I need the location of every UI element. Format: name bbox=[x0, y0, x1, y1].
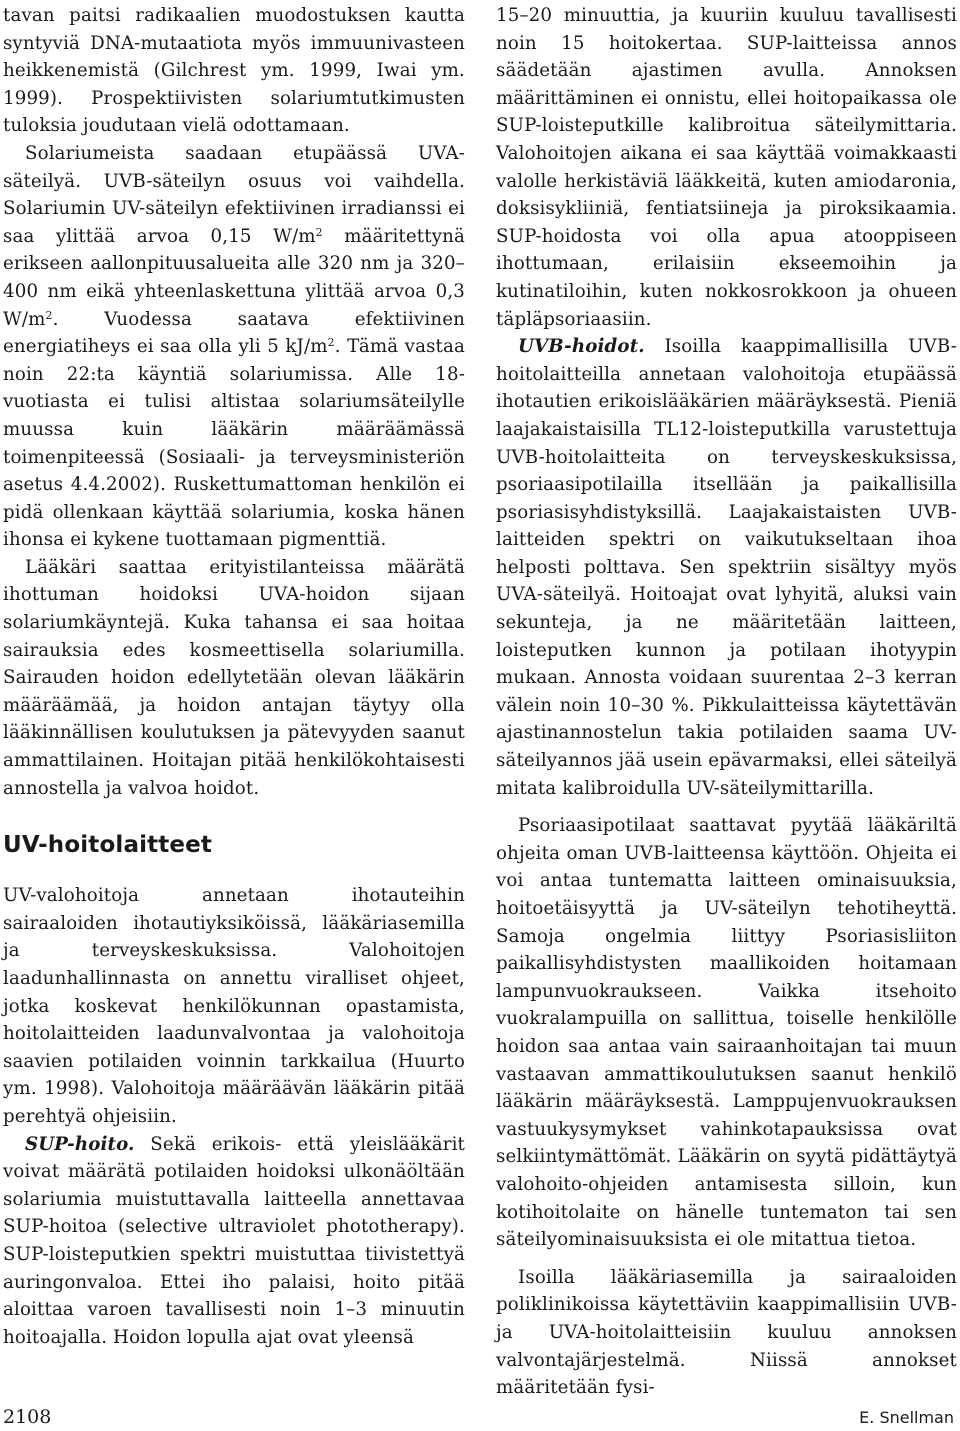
paragraph bbox=[3, 1131, 465, 1352]
page-number: 2108 bbox=[3, 1406, 52, 1428]
paragraph: 15–20 minuuttia, ja kuuriin kuuluu tavallisesti noin 15 hoitokertaa. SUP-laitteissa annos säädetään ajastimen avulla. Annoksen määrittäminen ei onnistu, ellei hoitopaikassa ole SUP-loisteputkille kalibroitua säteilymittaria. Valohoitojen aikana ei saa käyttää voimakkaasti valolle herkistäviä lääkkeitä, kuten amiodaronia, doksisykliiniä, fentiatsiineja ja piroksikaamia. SUP-hoidosta voi olla apua atooppiseen ihottumaan, erilaisiin ekseemoihin ja kutinatiloihin, kuten nokkosrokkoon ja ohueen täpläpsoriaasiin. bbox=[496, 5, 957, 330]
paragraph bbox=[496, 333, 957, 802]
paragraph: tavan paitsi radikaalien muodostuksen kautta syntyviä DNA-mutaatiota myös immuunivasteen heikkenemistä (Gilchrest ym. 1999, Iwai ym. 1999). Prospektiivisten solariumtutkimusten tuloksia joudutaan vielä odottamaan. bbox=[3, 5, 465, 137]
left-column bbox=[3, 2, 465, 1351]
paragraph: Psoriaasipotilaat saattavat pyytää lääkäriltä ohjeita oman UVB-laitteensa käyttöön. Ohjeita ei voi antaa tuntematta laitteen ominaisuuksia, hoitoetäisyyttä ja UV-säteilyn tehotiheyttä. Samoja ongelmia liittyy Psoriasisliiton paikallisyhdistysten maallikoiden hoitamaan lampunvuokraukseen. Vaikka itsehoito vuokralampuilla on sallittua, toiselle henkilölle hoidon saa antaa vain sairaanhoitajan tai muun vastaavan ammattikoulutuksen saanut henkilö lääkärin määräyksestä. Lamppujenvuokrauksen vastuukysymykset vahinkotapauksissa ovat selkiintymättömät. Lääkärin on syytä pidättäytyä valohoito-ohjeiden antamisesta silloin, kun kotihoitolaite on hänelle tuntematon tai sen säteilyominaisuuksista ei ole mitattua tietoa. bbox=[496, 815, 957, 1251]
run-in-heading: UVB-hoidot. bbox=[518, 336, 645, 358]
paragraph: UV-valohoitoja annetaan ihotauteihin sairaaloiden ihotautiyksiköissä, lääkäriasemilla ja terveyskeskuksissa. Valohoitojen laadunhallinnasta on annettu viralliset ohjeet, jotka koskevat henkilökunnan opastamista, hoitolaitteiden laadunvalvontaa ja valohoitoja saavien potilaiden voinnin tarkkailua (Huurto ym. 1998). Valohoitoja määräävän lääkärin pitää perehtyä ohjeisiin. bbox=[3, 885, 465, 1127]
running-author: E. Snellman bbox=[859, 1408, 954, 1427]
text-run: Sekä erikois- että yleislääkärit voivat määrätä potilaiden hoidoksi ulkonäöltään solariumia muistuttavalla laitteella annettavaa SUP-hoitoa (selective ultraviolet phototherapy). SUP-loisteputkien spektri muistuttaa tiivistettyä auringonvaloa. Ettei iho palaisi, hoito pitää aloittaa varoen tavallisesti noin 1–3 minuutin hoitoajalla. Hoidon lopulla ajat ovat yleensä bbox=[3, 1133, 465, 1348]
text-run: Isoilla kaappimallisilla UVB-hoitolaitteilla annetaan valohoitoja etupäässä ihotautien erikoislääkärien määräyksestä. Pieniä laajakaistaisilla TL12-loisteputkilla varustettuja UVB-hoitolaitteita on terveyskeskuksissa, psoriaasipotilailla itsellään ja paikallisilla psoriasisyhdistyksillä. Laajakaistaisten UVB-laitteiden spektri on vaikutukseltaan ihoa helposti polttava. Sen spektriin sisältyy myös UVA-säteilyä. Hoitoajat ovat lyhyitä, aluksi vain sekunteja, ja ne määritetään laitteen, loisteputken kunnon ja potilaan ihotyypin mukaan. Annosta voidaan suurentaa 2–3 kerran välein noin 10–30 %. Pikkulaitteissa käytettävän ajastinannostelun takia potilaiden saama UV-säteilyannos jää usein epävarmaksi, ellei säteilyä mitata kalibroidulla UV-säteilymittarilla. bbox=[496, 336, 957, 799]
text-run: määritettynä erikseen aallonpituusalueita alle 320 nm ja 320–400 nm eikä yhteenlaskettuna ylittää arvoa 0,3 W/m bbox=[3, 225, 465, 330]
text-run: . Vuodessa saatava efektiivinen energiatiheys ei saa olla yli 5 kJ/m bbox=[3, 308, 465, 358]
paragraph: Isoilla lääkäriasemilla ja sairaaloiden poliklinikoissa käytettäviin kaappimallisiin UVB- ja UVA-hoitolaitteisiin kuuluu annoksen valvontajärjestelmä. Niissä annokset määritetään fysi- bbox=[496, 1266, 957, 1399]
superscript: 2 bbox=[315, 225, 323, 239]
right-column bbox=[496, 2, 957, 1402]
paragraph: Lääkäri saattaa erityistilanteissa määrätä ihottuman hoidoksi UVA-hoidon sijaan solariumkäyntejä. Kuka tahansa ei saa hoitaa sairauksia edes kosmeettisella solariumilla. Sairauden hoidon edellytetään olevan lääkärin määräämää, ja hoidon antajan täytyy olla lääkinnällisen koulutuksen ja pätevyyden saanut ammattilainen. Hoitajan pitää henkilökohtaisesti annostella ja valvoa hoidot. bbox=[3, 556, 465, 799]
text-run: . Tämä vastaa noin 22:ta käyntiä solariumissa. Alle 18-vuotiasta ei tulisi altistaa solariumsäteilylle muussa kuin lääkärin määräämässä toimenpiteessä (Sosiaali- ja terveysministeriön asetus 4.4.2002). Ruskettumattoman henkilön ei pidä ollenkaan käyttää solariumia, koska hänen ihonsa ei kykene tuottamaan pigmenttiä. bbox=[3, 336, 466, 551]
paragraph bbox=[3, 140, 465, 554]
run-in-heading: SUP-hoito. bbox=[25, 1133, 135, 1155]
superscript: 2 bbox=[45, 308, 53, 322]
superscript: 2 bbox=[327, 336, 335, 350]
section-heading: UV-hoitolaitteet bbox=[3, 832, 213, 859]
page-footer bbox=[0, 1406, 960, 1431]
text-run: Solariumeista saadaan etupäässä UVA-säteilyä. UVB-säteilyn osuus voi vaihdella. Solariumin UV-säteilyn efektiivinen irradianssi ei saa ylittää arvoa 0,15 W/m bbox=[3, 142, 465, 247]
